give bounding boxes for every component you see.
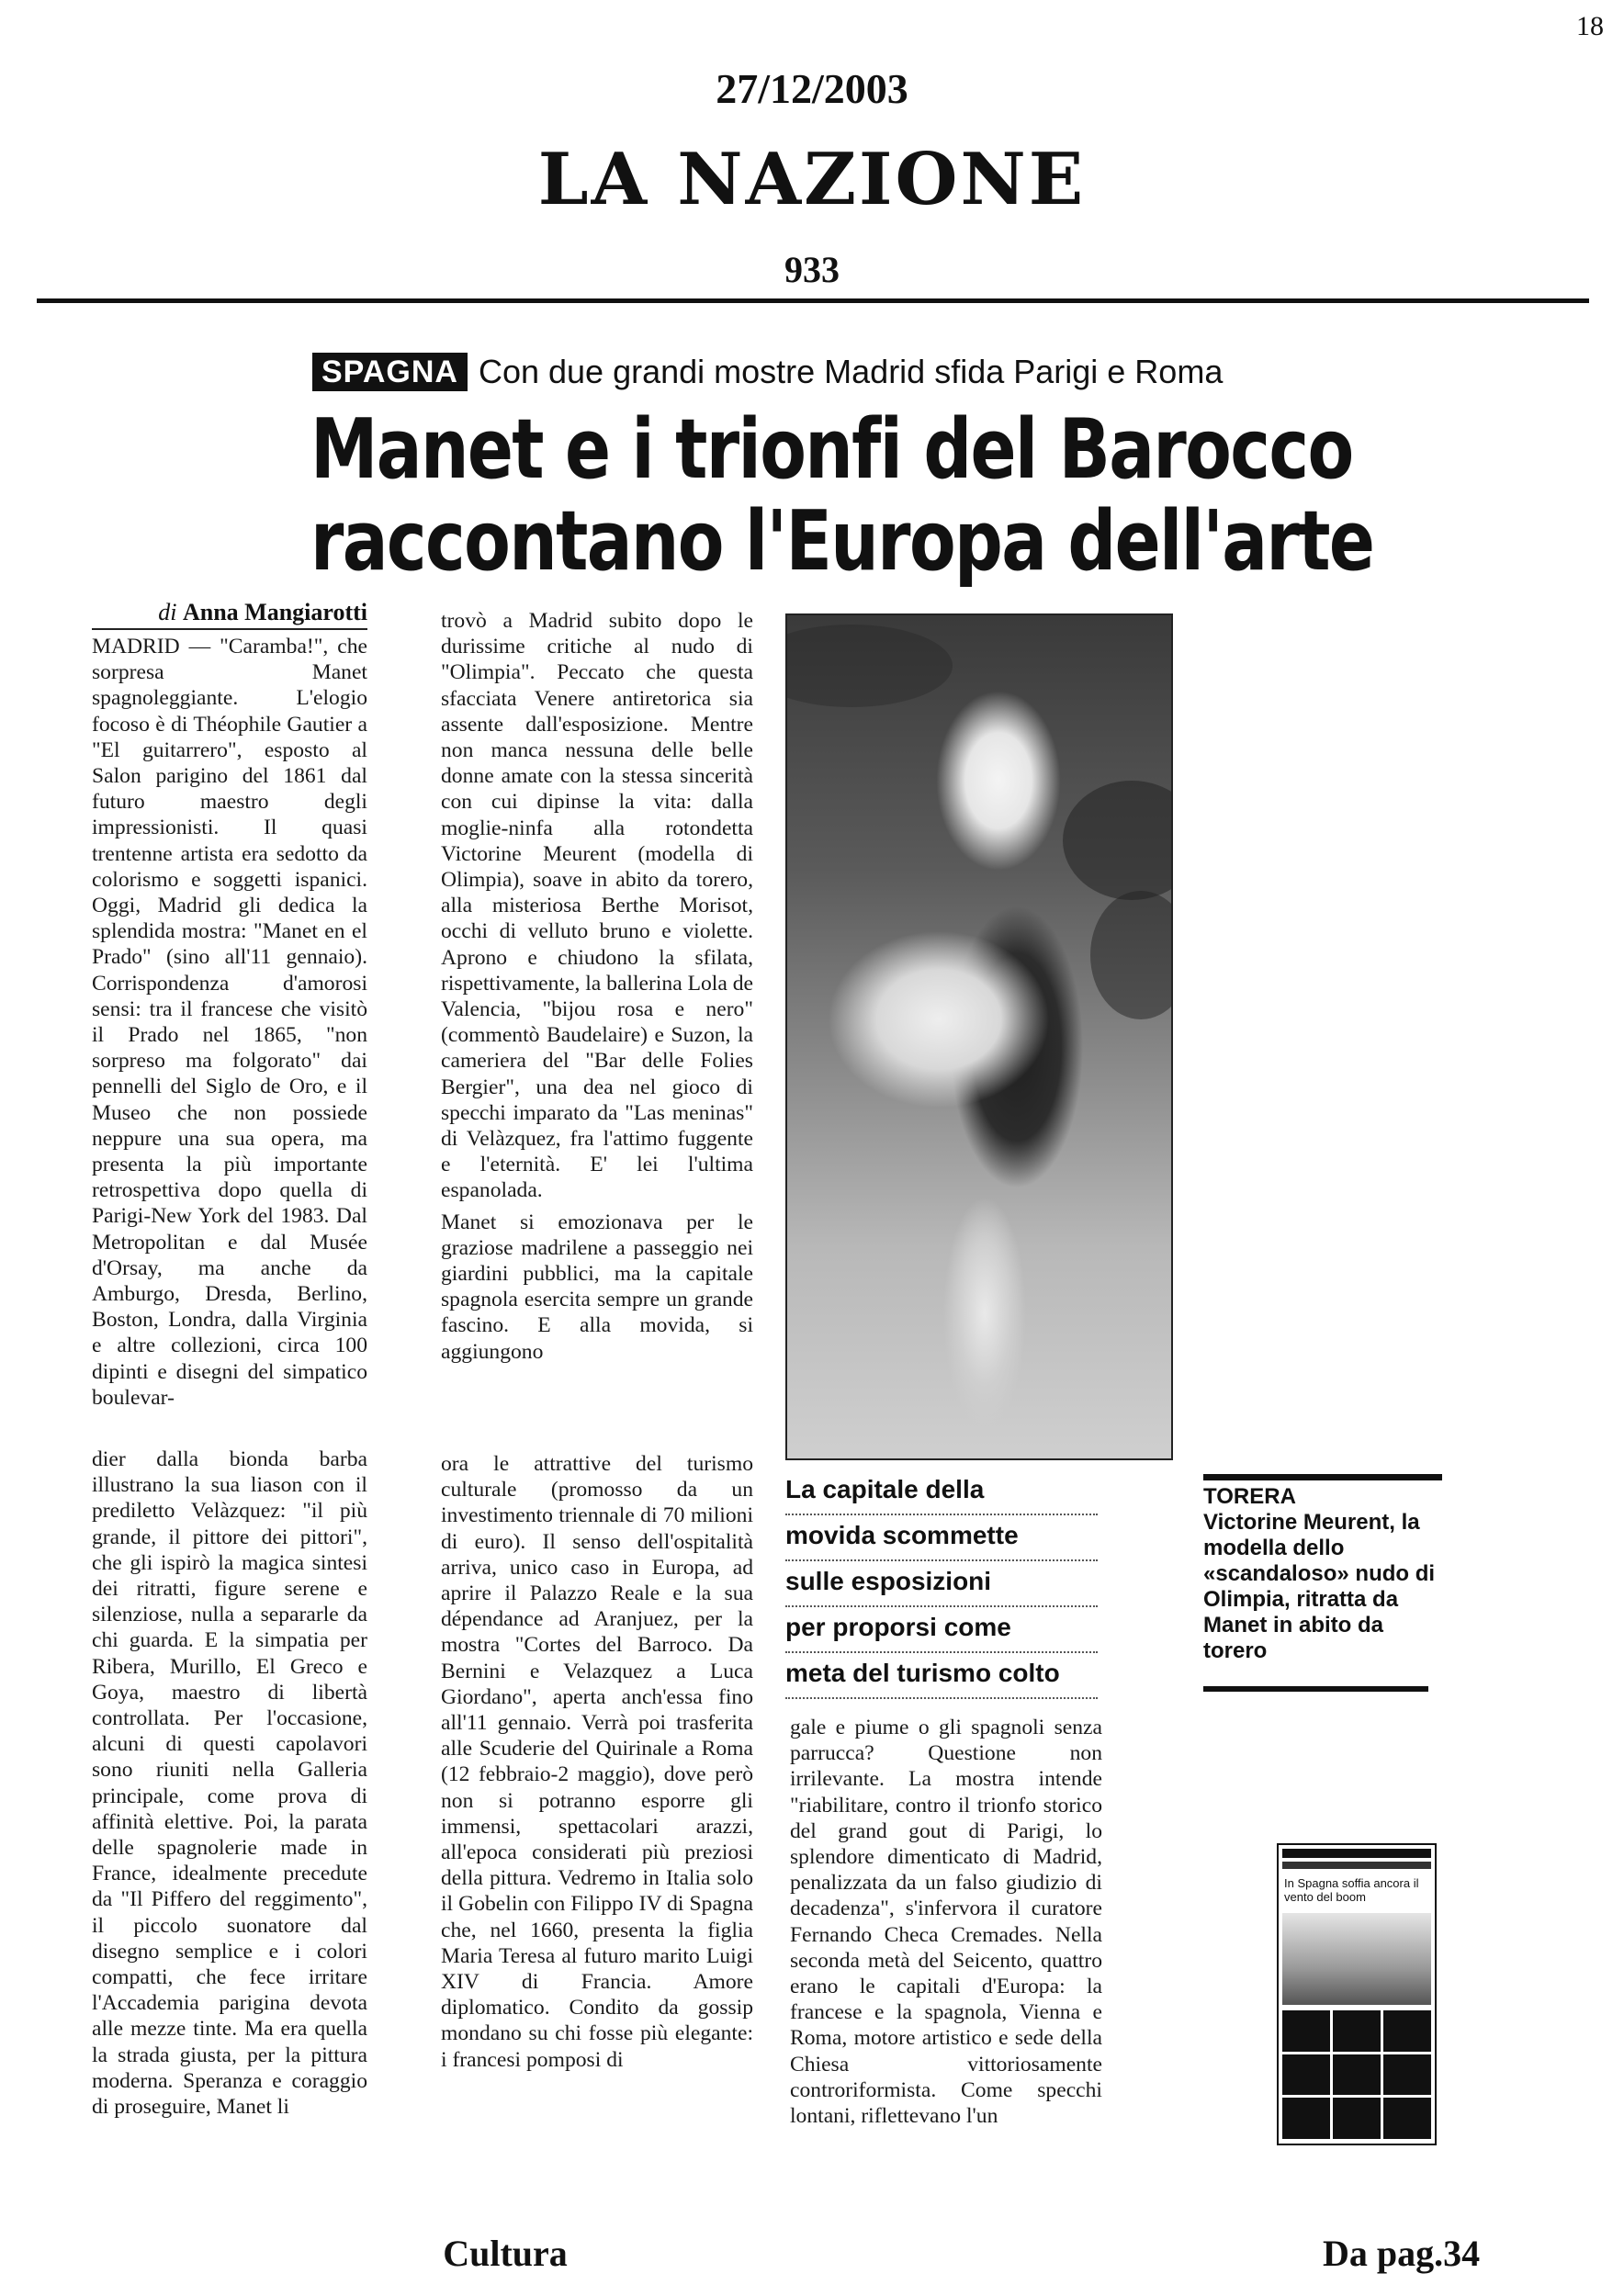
pull-quote xyxy=(785,1469,1098,1699)
publication-date: 27/12/2003 xyxy=(716,65,908,112)
article-column-2-bottom xyxy=(441,1451,753,2073)
thumbnail-headline: In Spagna soffia ancora il vento del boom xyxy=(1284,1876,1419,1904)
pull-quote-line: sulle esposizioni xyxy=(785,1561,1098,1607)
caption-text: Victorine Meurent, la modella dello «scandaloso» nudo di Olimpia, ritratta da Manet in abito da torero xyxy=(1203,1510,1436,1663)
kicker-tag: SPAGNA xyxy=(312,353,468,391)
related-article-thumbnail xyxy=(1277,1843,1437,2145)
thumbnail-image xyxy=(1282,1913,1431,2005)
thumbnail-header-bar xyxy=(1282,1849,1431,1858)
page-number: 18 xyxy=(1576,11,1604,41)
caption-rule xyxy=(1203,1686,1428,1692)
photo-caption xyxy=(1203,1474,1442,1692)
thumbnail-header-bar xyxy=(1282,1862,1431,1869)
header-rule xyxy=(37,298,1589,303)
headline-line-2: raccontano l'Europa dell'arte xyxy=(310,493,1374,590)
article-column-3-bottom xyxy=(790,1715,1102,2129)
byline-prefix: di xyxy=(158,599,177,625)
pull-quote-line: meta del turismo colto xyxy=(785,1653,1098,1699)
article-text: Manet si emozionava per le graziose madrilene a passeggio nei giardini pubblici, ma la capitale spagnola esercita sempre un grande fascino. E alla movida, si aggiungono xyxy=(441,1210,753,1364)
article-column-2-top xyxy=(441,608,753,1365)
kicker-text: Con due grandi mostre Madrid sfida Parigi e Roma xyxy=(478,353,1224,390)
manet-painting-photo xyxy=(785,613,1173,1460)
masthead: LA NAZIONE xyxy=(537,138,1087,221)
pull-quote-line: La capitale della xyxy=(785,1469,1098,1515)
article-column-1-top xyxy=(92,634,367,1411)
caption-rule xyxy=(1203,1474,1442,1480)
pull-quote-line: movida scommette xyxy=(785,1515,1098,1561)
article-text: gale e piume o gli spagnoli senza parrucca? Questione non irrilevante. La mostra intende "riabilitare, contro il trionfo storico del grand gout di Parigi, lo splendore dimenticato di Madrid, penalizzata da un falso giudizio di decadenza", s'infervora il curatore Fernando Checa Cremades. Nella seconda metà del Seicento, quattro erano le capitali d'Europa: la francese e la spagnola, Vienna e Roma, motore artistico e sede della Chiesa vittoriosamente controriformista. Come specchi lontani, riflettevano l'un xyxy=(790,1716,1102,2129)
article-text: trovò a Madrid subito dopo le durissime critiche al nudo di "Olimpia". Peccato che questa sfacciata Venere antiretorica sia assente dall'esposizione. Mentre non manca nessuna delle belle donne amate con la stessa sincerità con cui dipinse la vita: dalla moglie-ninfa alla rotondetta Victorine Meurent (modella di Olimpia), soave in abito da torero, alla misteriosa Berthe Morisot, occhi di velluto bruno e violette. Aprono e chiudono la sfilata, rispettivamente, la ballerina Lola de Valencia, "bijou rosa e nero"(commentò Baudelaire) e Suzon, la cameriera del "Bar delle Folies Bergier", una dea nel gioco di specchi imparato da "Las meninas" di Velàzquez, fra l'attimo fuggente e l'eternità. E' lei l'ultima espanolada. xyxy=(441,609,754,1203)
article-column-1-bottom xyxy=(92,1446,367,2120)
thumbnail-text-blocks xyxy=(1282,2010,1431,2139)
kicker xyxy=(312,349,1223,395)
section-name: Cultura xyxy=(443,2233,568,2274)
article-text: dier dalla bionda barba illustrano la sua liason con il prediletto Velàzquez: "il più grande, il pittore dei pittori", che gli ispirò la magica sintesi dei ritratti, figure serene e silenziose, nulla a separarle da chi guarda. E la simpatia per Ribera, Murillo, El Greco e Goya, maestro di libertà controllata. Per l'occasione, alcuni di questi capolavori sono riuniti nella Galleria principale, come prova di affinità elettive. Poi, la parata delle spagnolerie made in France, idealmente precedute da "Il Piffero del reggimento", il piccolo suonatore dal disegno semplice e i colori compatti, che fece irritare l'Accademia parigina devota alle mezze tinte. Ma era quella la strada giusta, per la pittura moderna. Speranza e coraggio di proseguire, Manet li xyxy=(92,1447,367,2120)
headline-line-1: Manet e i trionfi del Barocco xyxy=(310,401,1353,498)
byline-author: Anna Mangiarotti xyxy=(182,599,367,625)
issue-number: 933 xyxy=(784,249,840,290)
article-text: MADRID — "Caramba!", che sorpresa Manet spagnoleggiante. L'elogio focoso è di Théophile Gautier a "El guitarrero", esposto al Salon parigino del 1861 dal futuro maestro degli impressionisti. Il quasi trentenne artista era sedotto da colorismo e soggetti ispanici. Oggi, Madrid gli dedica la splendida mostra: "Manet en el Prado" (sino all'11 gennaio). Corrispondenza d'amorosi sensi: tra il francese che visitò il Prado nel 1865, "non sorpreso ma folgorato" dai pennelli del Siglo de Oro, e il Museo che non possiede neppure una sua opera, ma presenta la più importante retrospettiva dopo quella di Parigi-New York del 1983. Dal Metropolitan e dal Musée d'Orsay, ma anche da Amburgo, Dresda, Berlino, Boston, Londra, dalla Virginia e altre collezioni, circa 100 dipinti e disegni del simpatico boulevar- xyxy=(92,635,367,1410)
byline xyxy=(92,599,367,630)
pull-quote-line: per proporsi come xyxy=(785,1607,1098,1653)
caption-title: TORERA xyxy=(1203,1484,1296,1509)
continuation-page: Da pag.34 xyxy=(1323,2233,1481,2274)
article-text: ora le attrattive del turismo culturale (promosso da un investimento triennale di 70 milioni di euro). Il senso dell'ospitalità arriva, unico caso in Europa, ad aprire il Palazzo Reale e la sua dépendance ad Aranjuez, per la mostra "Cortes del Barroco. Da Bernini e Velazquez a Luca Giordano", aperta anch'essa fino all'11 gennaio. Verrà poi trasferita alle Scuderie del Quirinale a Roma (12 febbraio-2 maggio), dove però non si potranno esporre gli immensi, spettacolari arazzi, all'epoca considerati più preziosi della pittura. Vedremo in Italia solo il Gobelin con Filippo IV di Spagna che, nel 1660, presenta la figlia Maria Teresa al futuro marito Luigi XIV di Francia. Amore diplomatico. Condito da gossip mondano su chi fosse più elegante: i francesi pomposi di xyxy=(441,1452,753,2072)
